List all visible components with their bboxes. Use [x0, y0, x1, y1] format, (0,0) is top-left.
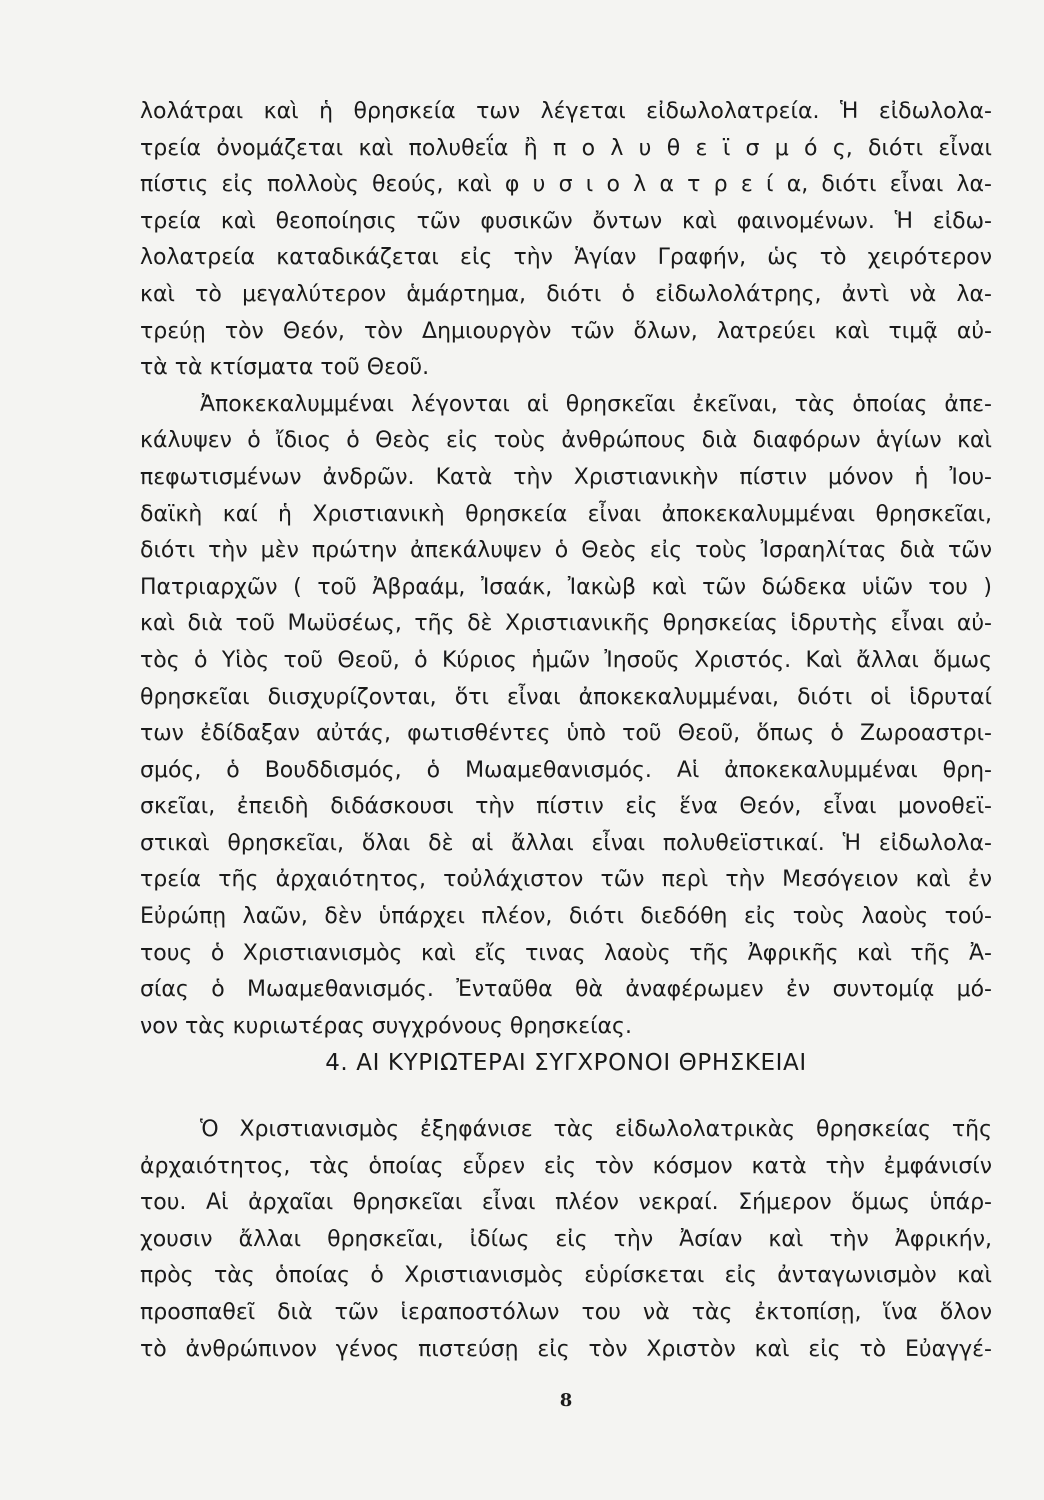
text-line: τὸς ὁ Υἱὸς τοῦ Θεοῦ, ὁ Κύριος ἡμῶν Ἰησοῦς Χριστός. Καὶ ἄλλαι ὅμως — [140, 647, 992, 673]
text-line: Εὐρώπῃ λαῶν, δὲν ὑπάρχει πλέον, διότι διεδόθη εἰς τοὺς λαοὺς τού- — [140, 904, 992, 930]
text-line: Ἀποκεκαλυμμέναι λέγονται αἱ θρησκεῖαι ἐκεῖναι, τὰς ὁποίας ἀπε- — [200, 391, 992, 417]
section-heading: 4. ΑΙ ΚΥΡΙΩΤΕΡΑΙ ΣΥΓΧΡΟΝΟΙ ΘΡΗΣΚΕΙΑΙ — [325, 1050, 807, 1076]
text-line: λολάτραι καὶ ἡ θρησκεία των λέγεται εἰδωλολατρεία. Ἡ εἰδωλολα- — [140, 99, 992, 124]
text-line: Ὁ Χριστιανισμὸς ἐξηφάνισε τὰς εἰδωλολατρικὰς θρησκείας τῆς — [200, 1117, 992, 1142]
text-line: σίας ὁ Μωαμεθανισμός. Ἐνταῦθα θὰ ἀναφέρωμεν ἐν συντομίᾳ μό- — [140, 977, 992, 1003]
text-line: του. Αἱ ἀρχαῖαι θρησκεῖαι εἶναι πλέον νεκραί. Σήμερον ὅμως ὑπάρ- — [140, 1190, 992, 1216]
text-line: Πατριαρχῶν ( τοῦ Ἀβραάμ, Ἰσαάκ, Ἰακὼβ καὶ τῶν δώδεκα υἱῶν του ) — [140, 574, 992, 600]
text-line: καὶ τὸ μεγαλύτερον ἁμάρτημα, διότι ὁ εἰδωλολάτρης, ἀντὶ νὰ λα- — [140, 281, 992, 307]
text-line: κάλυψεν ὁ ἴδιος ὁ Θεὸς εἰς τοὺς ἀνθρώπους διὰ διαφόρων ἁγίων καὶ — [140, 428, 992, 454]
text-line: πεφωτισμένων ἀνδρῶν. Κατὰ τὴν Χριστιανικὴν πίστιν μόνον ἡ Ἰου- — [140, 464, 992, 490]
text-line: τὸ ἀνθρώπινον γένος πιστεύσῃ εἰς τὸν Χριστὸν καὶ εἰς τὸ Εὐαγγέ- — [140, 1336, 992, 1362]
text-line: τὰ τὰ κτίσματα τοῦ Θεοῦ. — [140, 355, 430, 381]
body-text-bottom — [140, 1112, 992, 1368]
text-line: σμός, ὁ Βουδδισμός, ὁ Μωαμεθανισμός. Αἱ ἀποκεκαλυμμέναι θρη- — [140, 757, 992, 783]
page-number: 8 — [559, 1390, 573, 1411]
text-line: νον τὰς κυριωτέρας συγχρόνους θρησκείας. — [140, 1013, 632, 1039]
text-line: χουσιν ἄλλαι θρησκεῖαι, ἰδίως εἰς τὴν Ἀσίαν καὶ τὴν Ἀφρικήν, — [140, 1226, 992, 1252]
text-line: διότι τὴν μὲν πρώτην ἀπεκάλυψεν ὁ Θεὸς εἰς τοὺς Ἰσραηλίτας διὰ τῶν — [140, 538, 992, 564]
text-line: τρεία καὶ θεοποίησις τῶν φυσικῶν ὄντων καὶ φαινομένων. Ἡ εἰδω- — [140, 208, 992, 234]
body-text-top — [140, 94, 992, 1045]
text-line: στικαὶ θρησκεῖαι, ὅλαι δὲ αἱ ἄλλαι εἶναι πολυθεϊστικαί. Ἡ εἰδωλολα- — [140, 830, 992, 856]
text-line: πρὸς τὰς ὁποίας ὁ Χριστιανισμὸς εὑρίσκεται εἰς ἀνταγωνισμὸν καὶ — [140, 1263, 992, 1289]
text-line: δαϊκὴ καί ἡ Χριστιανικὴ θρησκεία εἶναι ἀποκεκαλυμμέναι θρησκεῖαι, — [140, 501, 992, 527]
text-line: προσπαθεῖ διὰ τῶν ἱεραποστόλων του νὰ τὰς ἐκτοπίσῃ, ἵνα ὅλον — [140, 1299, 992, 1325]
text-line: τρεία τῆς ἀρχαιότητος, τοὐλάχιστον τῶν περὶ τὴν Μεσόγειον καὶ ἐν — [140, 867, 992, 893]
text-line: θρησκεῖαι διισχυρίζονται, ὅτι εἶναι ἀποκεκαλυμμέναι, διότι οἱ ἱδρυταί — [140, 684, 992, 710]
text-line: ἀρχαιότητος, τὰς ὁποίας εὗρεν εἰς τὸν κόσμον κατὰ τὴν ἐμφάνισίν — [140, 1153, 992, 1179]
text-line: τους ὁ Χριστιανισμὸς καὶ εἴς τινας λαοὺς τῆς Ἀφρικῆς καὶ τῆς Ἀ- — [140, 940, 992, 966]
text-line: των ἐδίδαξαν αὐτάς, φωτισθέντες ὑπὸ τοῦ Θεοῦ, ὅπως ὁ Ζωροαστρι- — [140, 721, 992, 747]
text-line: τρεύῃ τὸν Θεόν, τὸν Δημιουργὸν τῶν ὅλων, λατρεύει καὶ τιμᾷ αὐ- — [140, 318, 992, 344]
text-line: σκεῖαι, ἐπειδὴ διδάσκουσι τὴν πίστιν εἰς ἕνα Θεόν, εἶναι μονοθεϊ- — [140, 794, 992, 820]
text-line: τρεία ὀνομάζεται καὶ πολυθεΐα ἢ π ο λ υ θ ε ϊ σ μ ό ς, διότι εἶναι — [140, 135, 992, 161]
text-line: λολατρεία καταδικάζεται εἰς τὴν Ἁγίαν Γραφήν, ὡς τὸ χειρότερον — [140, 245, 992, 271]
text-line: καὶ διὰ τοῦ Μωϋσέως, τῆς δὲ Χριστιανικῆς θρησκείας ἱδρυτὴς εἶναι αὐ- — [140, 611, 992, 637]
text-line: πίστις εἰς πολλοὺς θεούς, καὶ φ υ σ ι ο λ α τ ρ ε ί α, διότι εἶναι λα- — [140, 172, 992, 198]
